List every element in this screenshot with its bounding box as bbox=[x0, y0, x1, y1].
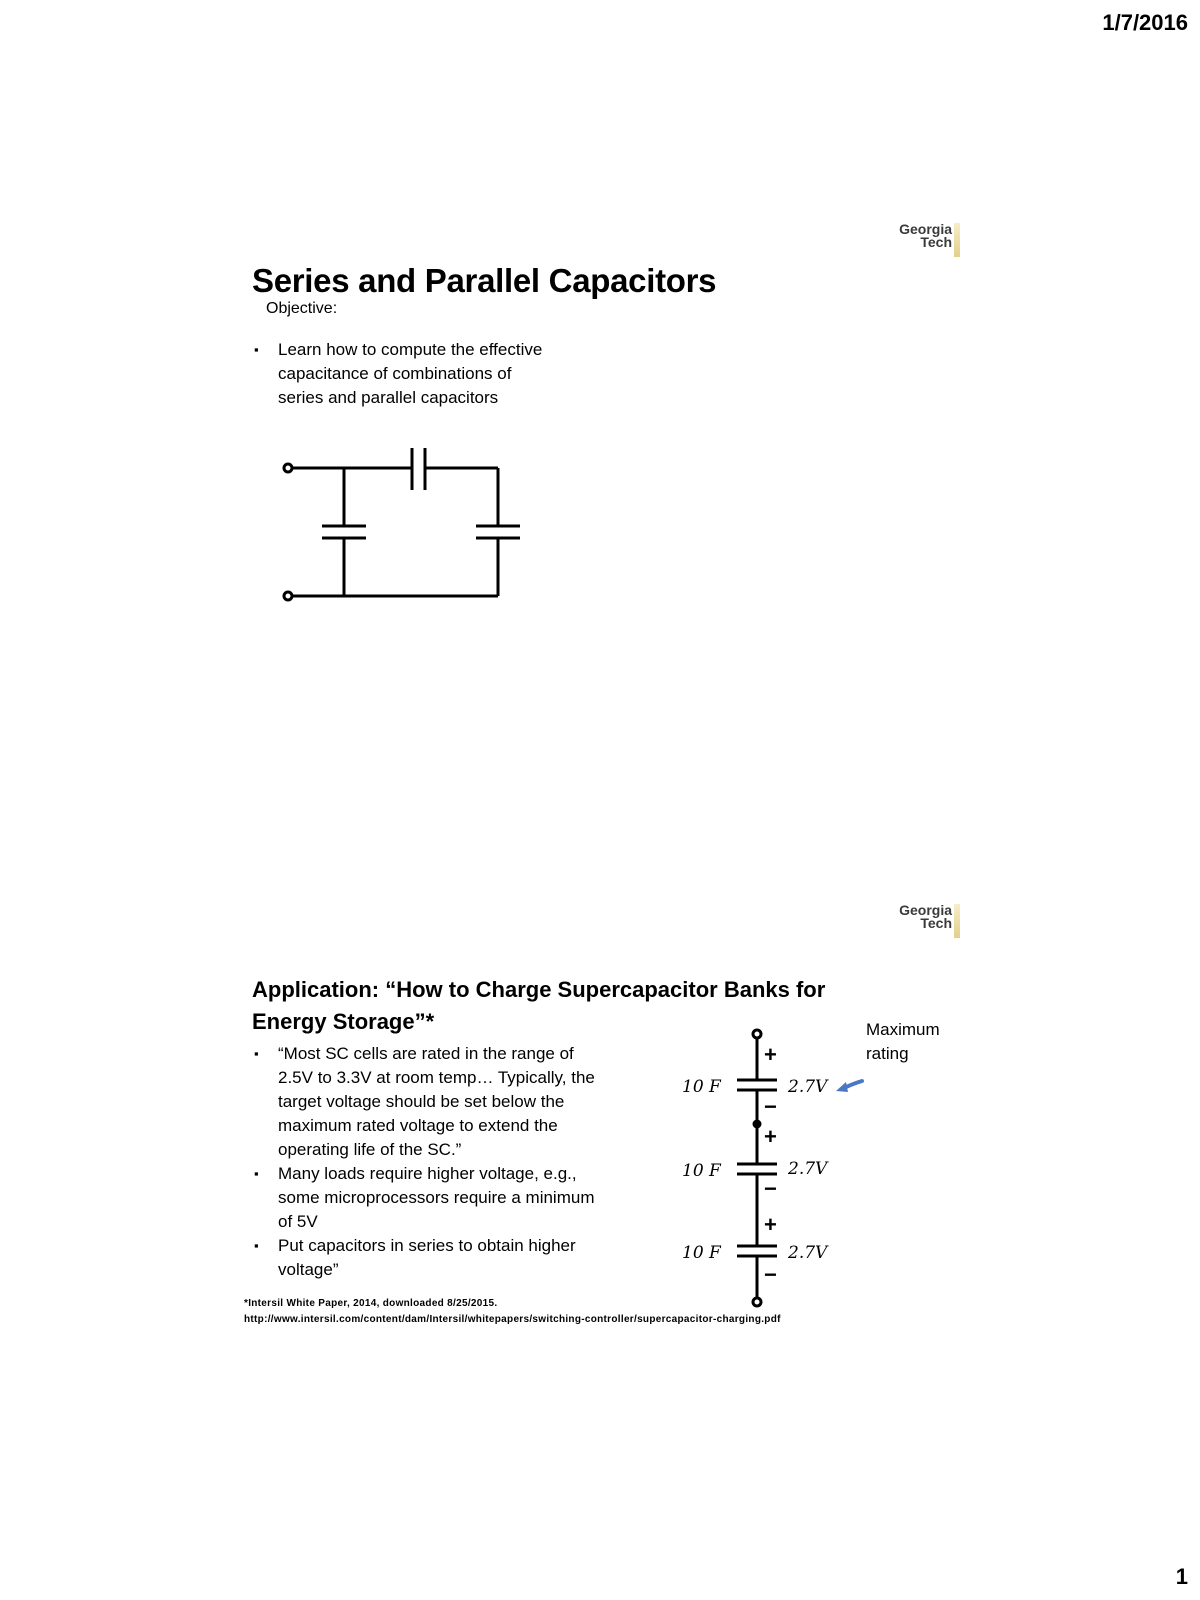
minus-sign: − bbox=[764, 1262, 777, 1287]
capacitance-label: 10 F bbox=[682, 1243, 721, 1263]
georgia-tech-logo bbox=[880, 904, 952, 930]
terminal-top bbox=[284, 464, 292, 472]
footnote-citation: *Intersil White Paper, 2014, downloaded 8/25/2015. bbox=[244, 1298, 498, 1309]
slide2-bullet-item: ▪ “Most SC cells are rated in the range of 2.5V to 3.3V at room temp… Typically, the target voltage should be set below the maximum rated voltage to extend the operating life of the SC.” bbox=[254, 1042, 600, 1162]
terminal-top bbox=[753, 1030, 761, 1038]
capacitance-label: 10 F bbox=[682, 1077, 721, 1097]
page-number: 1 bbox=[1175, 1564, 1188, 1589]
objective-label: Objective: bbox=[266, 300, 338, 317]
minus-sign: − bbox=[764, 1094, 777, 1119]
arrow-icon bbox=[836, 1081, 862, 1092]
voltage-label: 2.7V bbox=[788, 1077, 828, 1097]
minus-sign: − bbox=[764, 1176, 777, 1201]
footnote bbox=[244, 1296, 884, 1328]
plus-sign: + bbox=[764, 1124, 777, 1149]
georgia-tech-logo bbox=[880, 223, 952, 249]
logo-line1: Georgia bbox=[899, 221, 952, 237]
logo-line2: Tech bbox=[920, 915, 952, 931]
slide2-bullet-item: ▪ Many loads require higher voltage, e.g., some microprocessors require a minimum of 5V bbox=[254, 1162, 600, 1234]
slide2-title: Application: “How to Charge Supercapacitor Banks for Energy Storage”* bbox=[252, 977, 826, 1034]
capacitance-label: 10 F bbox=[682, 1161, 721, 1181]
junction-dot bbox=[754, 1121, 760, 1127]
date-label: 1/7/2016 bbox=[1102, 10, 1188, 35]
slide1-bullet-list bbox=[254, 338, 554, 410]
plus-sign: + bbox=[764, 1212, 777, 1237]
supercapacitor-series-diagram bbox=[680, 1028, 870, 1308]
terminal-bottom bbox=[284, 592, 292, 600]
slide1-title: Series and Parallel Capacitors bbox=[252, 262, 717, 299]
note-line1: Maximum bbox=[866, 1020, 940, 1039]
maximum-rating-note bbox=[866, 1018, 940, 1066]
note-line2: rating bbox=[866, 1044, 909, 1063]
logo-line2: Tech bbox=[920, 234, 952, 250]
plus-sign: + bbox=[764, 1042, 777, 1067]
logo-tower-icon bbox=[954, 223, 960, 257]
footnote-url[interactable]: http://www.intersil.com/content/dam/Intersil/whitepapers/switching-controller/supercapacitor-charging.pdf bbox=[244, 1314, 781, 1325]
logo-line1: Georgia bbox=[899, 902, 952, 918]
voltage-label: 2.7V bbox=[788, 1243, 828, 1263]
series-parallel-circuit-diagram bbox=[270, 440, 540, 615]
logo-tower-icon bbox=[954, 904, 960, 938]
slide2-bullet-item: ▪ Put capacitors in series to obtain higher voltage” bbox=[254, 1234, 600, 1282]
slide1-bullet-item: ▪ Learn how to compute the effective capacitance of combinations of series and parallel capacitors bbox=[254, 338, 554, 410]
voltage-label: 2.7V bbox=[788, 1159, 828, 1179]
slide2-bullet-list bbox=[254, 1042, 600, 1282]
